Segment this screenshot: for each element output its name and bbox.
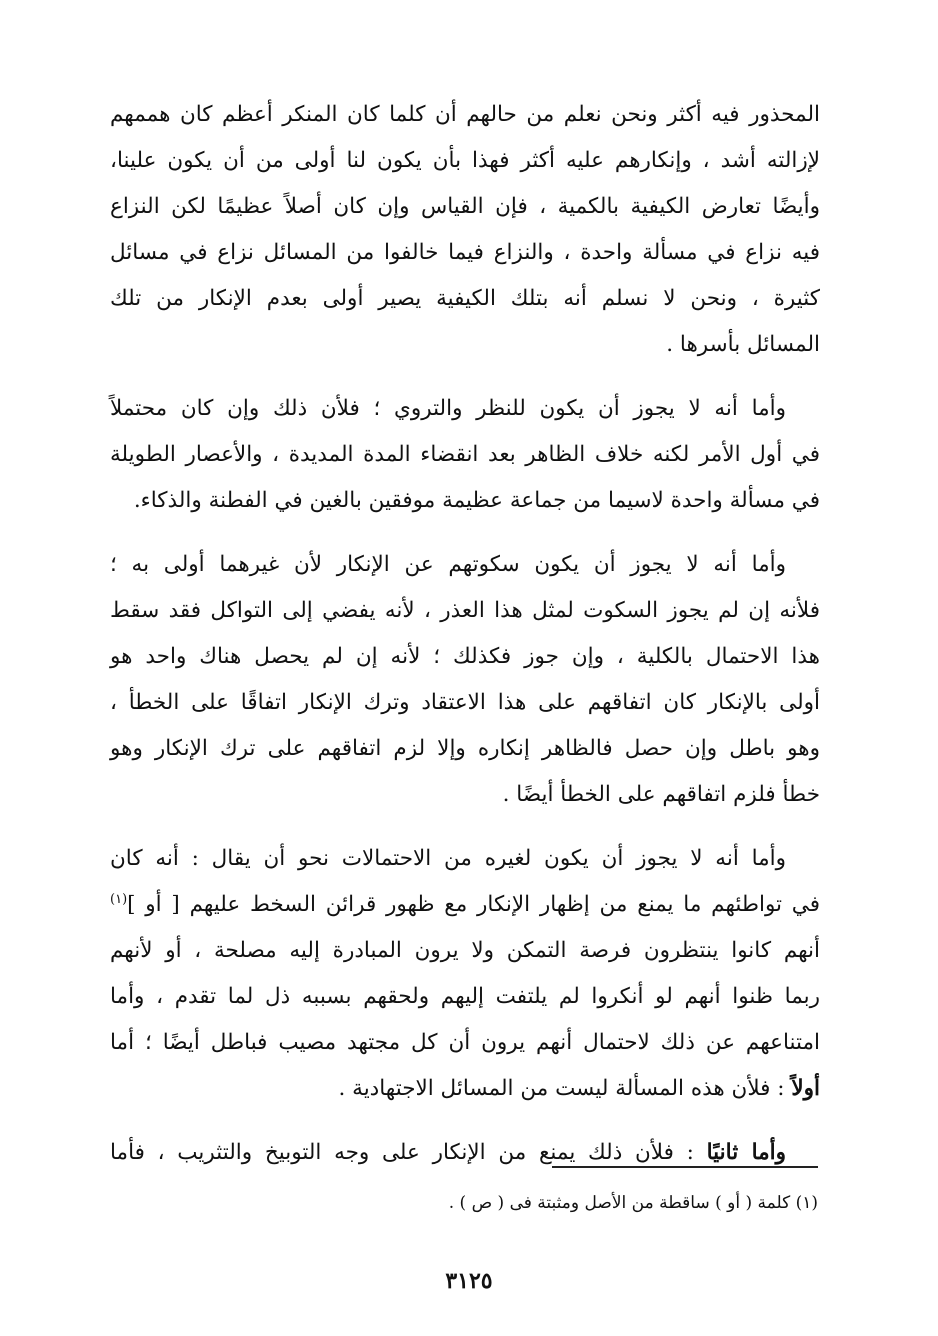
text-line — [110, 1130, 820, 1176]
text-line: وأما أنه لا يجوز أن يكون للنظر والتروي ؛ فلأن ذلك وإن كان محتملاً — [110, 396, 786, 421]
text-line: امتناعهم عن ذلك لاحتمال أنهم يرون أن كل مجتهد مصيب فباطل أيضًا ؛ أما — [110, 1030, 820, 1055]
paragraph-3 — [110, 542, 820, 818]
text-line: فيه نزاع في مسألة واحدة ، والنزاع فيما خالفوا من المسائل نزاع في مسائل — [110, 240, 820, 265]
paragraph-5 — [110, 1130, 820, 1176]
text-line: المسائل بأسرها . — [666, 332, 820, 357]
bold-lead-text: وأما ثانيًا — [706, 1140, 786, 1165]
footnote: (١) كلمة ( أو ) ساقطة من الأصل ومثبتة فى ( ص ) . — [448, 1193, 818, 1213]
text-line — [110, 1066, 820, 1112]
text-line: أنهم كانوا ينتظرون فرصة التمكن ولا يرون المبادرة إليه مصلحة ، أو لأنهم — [110, 938, 820, 963]
body-text — [110, 92, 820, 1194]
paragraph-2 — [110, 386, 820, 524]
footnote-reference: (١) — [110, 891, 128, 907]
text-line: ربما ظنوا أنهم لو أنكروا لم يلتفت إليهم ولحقهم بسببه ذل لما تقدم ، وأما — [110, 984, 820, 1009]
text-line: وأما أنه لا يجوز أن يكون سكوتهم عن الإنكار لأن غيرهما أولى به ؛ — [110, 552, 786, 577]
text-segment: في تواطئهم ما يمنع من إظهار الإنكار مع ظهور قرائن السخط عليهم [ أو ] — [127, 892, 820, 917]
text-line: وهو باطل وإن حصل فالظاهر إنكاره وإلا لزم اتفاقهم على ترك الإنكار وهو — [110, 736, 820, 761]
text-segment: : فلأن ذلك يمنع من الإنكار على وجه التوبيخ والتثريب ، فأما — [110, 1140, 694, 1165]
text-line: المحذور فيه أكثر ونحن نعلم من حالهم أن كلما كان المنكر أعظم كان هممهم — [110, 102, 820, 127]
text-line: في مسألة واحدة لاسيما من جماعة عظيمة موفقين بالغين في الفطنة والذكاء. — [133, 488, 820, 513]
text-line: هذا الاحتمال بالكلية ، وإن جوز فكذلك ؛ لأنه إن لم يحصل هناك واحد هو — [110, 644, 820, 669]
text-line: وأما أنه لا يجوز أن يكون لغيره من الاحتمالات نحو أن يقال : أنه كان — [110, 846, 786, 871]
text-line — [110, 882, 820, 928]
text-line: أولى بالإنكار كان اتفاقهم على هذا الاعتقاد وترك الإنكار اتفاقًا على الخطأ ، — [110, 690, 820, 715]
text-line: لإزالته أشد ، وإنكارهم عليه أكثر فهذا بأن يكون لنا أولى من أن يكون علينا، — [110, 148, 820, 173]
page-number: ٣١٢٥ — [445, 1268, 493, 1294]
text-line: خطأ فلزم اتفاقهم على الخطأ أيضًا . — [502, 782, 820, 807]
text-line: كثيرة ، ونحن لا نسلم أنه بتلك الكيفية يصير أولى بعدم الإنكار من تلك — [110, 286, 820, 311]
text-line: في أول الأمر لكنه خلاف الظاهر بعد انقضاء المدة المديدة ، والأعصار الطويلة — [110, 442, 820, 467]
bold-lead-text: أولاً — [791, 1076, 820, 1101]
paragraph-4 — [110, 836, 820, 1112]
text-line: فلأنه إن لم يجوز السكوت لمثل هذا العذر ، لأنه يفضي إلى التواكل فقد سقط — [110, 598, 820, 623]
footnote-divider — [552, 1166, 818, 1168]
text-segment: : فلأن هذه المسألة ليست من المسائل الاجتهادية . — [338, 1076, 785, 1101]
text-line: وأيضًا تعارض الكيفية بالكمية ، فإن القياس وإن كان أصلاً عظيمًا لكن النزاع — [110, 194, 820, 219]
paragraph-1 — [110, 92, 820, 368]
